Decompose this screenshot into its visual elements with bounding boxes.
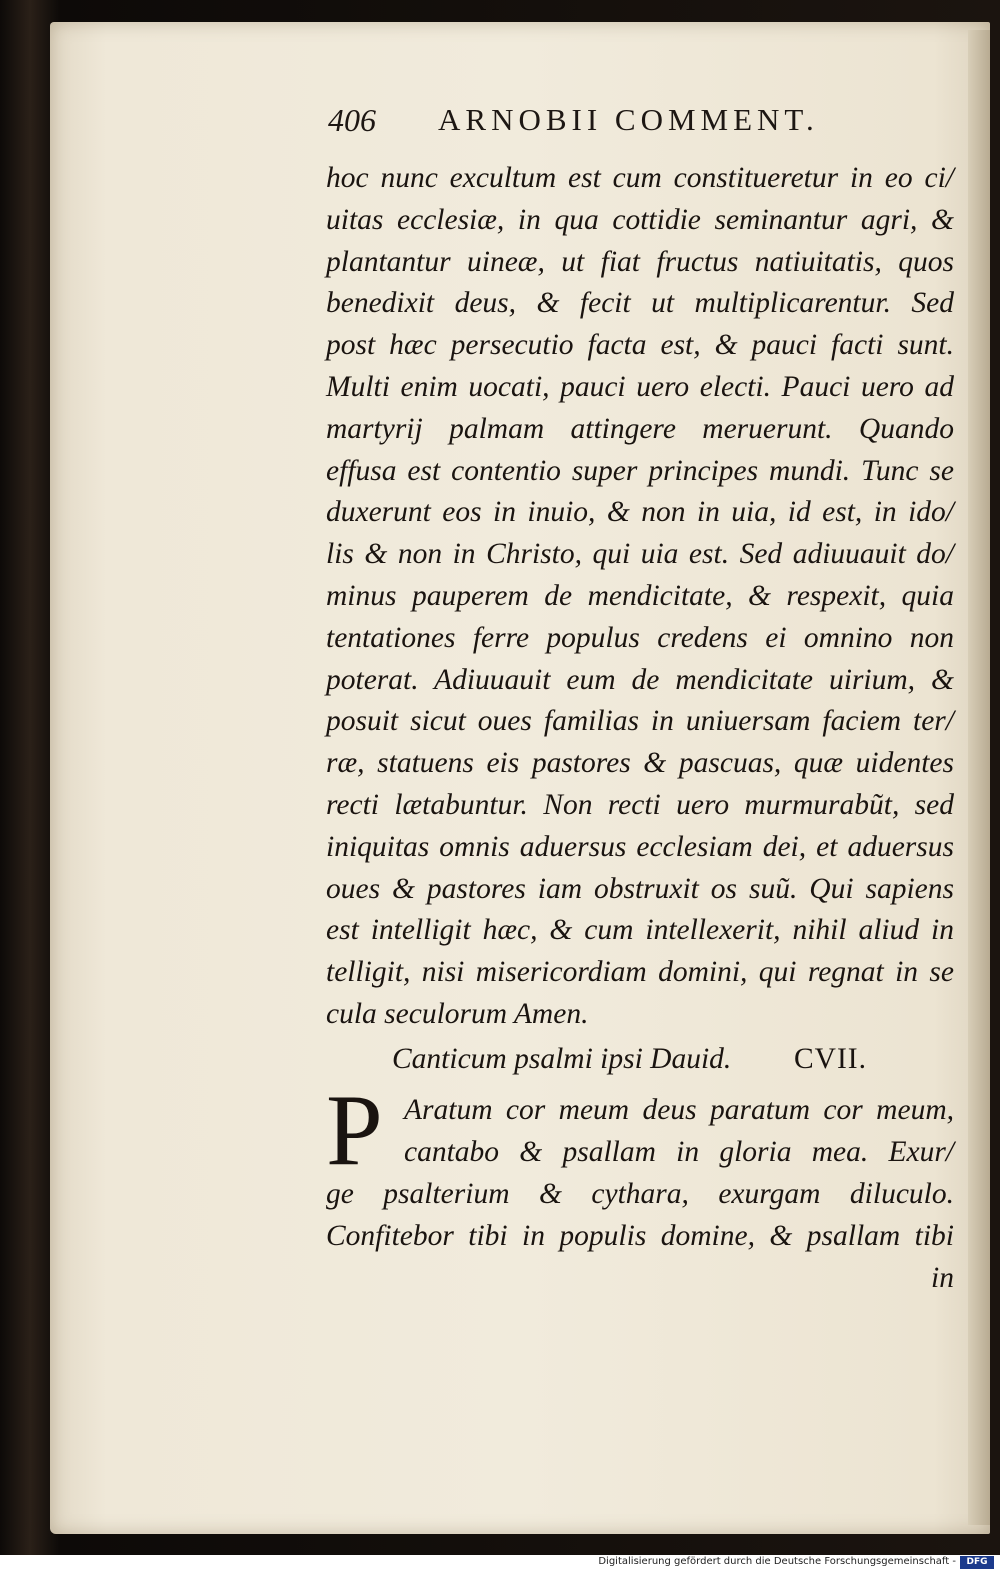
text-line: est intelligit hæc, & cum intellexerit, nihil aliud in — [326, 914, 954, 947]
text-line: plantantur uineæ, ut fiat fructus natiuitatis, quos — [326, 245, 954, 278]
text-line: Multi enim uocati, pauci uero electi. Pauci uero ad — [326, 370, 954, 403]
psalm-line: Confitebor tibi in populis domine, & psallam tibi — [326, 1220, 954, 1252]
text-line: posuit sicut oues familias in uniuersam faciem ter/ — [326, 705, 954, 738]
text-line: lis & non in Christo, qui uia est. Sed adiuuauit do/ — [326, 538, 954, 571]
psalm-number: CVII. — [794, 1043, 868, 1075]
drop-cap-initial: P — [326, 1074, 383, 1187]
psalm-text — [326, 1089, 954, 1299]
page-number: 406 — [328, 102, 376, 138]
text-line: telligit, nisi misericordiam domini, qui regnat in se — [326, 956, 954, 989]
text-line: poterat. Adiuuauit eum de mendicitate uirium, & — [326, 663, 954, 696]
page-header — [328, 98, 868, 146]
text-line: post hæc persecutio facta est, & pauci facti sunt. — [326, 329, 954, 362]
text-line: ræ, statuens eis pastores & pascuas, quæ uidentes — [326, 747, 954, 780]
text-line: iniquitas omnis aduersus ecclesiam dei, et aduersus — [326, 830, 954, 863]
text-line: effusa est contentio super principes mundi. Tunc se — [326, 454, 954, 487]
text-line: cula seculorum Amen. — [326, 997, 589, 1030]
footer-credit: Digitalisierung gefördert durch die Deutsche Forschungsgemeinschaft - — [598, 1556, 956, 1567]
running-title: ARNOBII COMMENT. — [438, 102, 819, 137]
psalm-title: Canticum psalmi ipsi Dauid. — [392, 1043, 732, 1075]
text-line: tentationes ferre populus credens ei omnino non — [326, 621, 954, 654]
psalm-heading — [392, 1043, 932, 1083]
commentary-text — [326, 158, 954, 1036]
catchword: in — [931, 1262, 954, 1294]
text-line: benedixit deus, & fecit ut multiplicarentur. Sed — [326, 287, 954, 320]
psalm-line: cantabo & psallam in gloria mea. Exur/ — [404, 1136, 954, 1168]
text-line: minus pauperem de mendicitate, & respexit, quia — [326, 579, 954, 612]
text-line: oues & pastores iam obstruxit os suũ. Qui sapiens — [326, 872, 954, 905]
text-line: uitas ecclesiæ, in qua cottidie seminantur agri, & — [326, 203, 954, 236]
psalm-line: ge psalterium & cythara, exurgam diluculo. — [326, 1178, 954, 1210]
text-line: duxerunt eos in inuio, & non in uia, id est, in ido/ — [326, 496, 954, 529]
page-edge — [968, 30, 990, 1525]
text-line: hoc nunc excultum est cum constitueretur in eo ci/ — [326, 162, 954, 194]
text-line: recti lætabuntur. Non recti uero murmurabũt, sed — [326, 788, 954, 821]
dfg-logo: DFG — [960, 1556, 994, 1569]
text-line: martyrij palmam attingere meruerunt. Quando — [326, 412, 954, 445]
psalm-line: Aratum cor meum deus paratum cor meum, — [404, 1094, 954, 1126]
